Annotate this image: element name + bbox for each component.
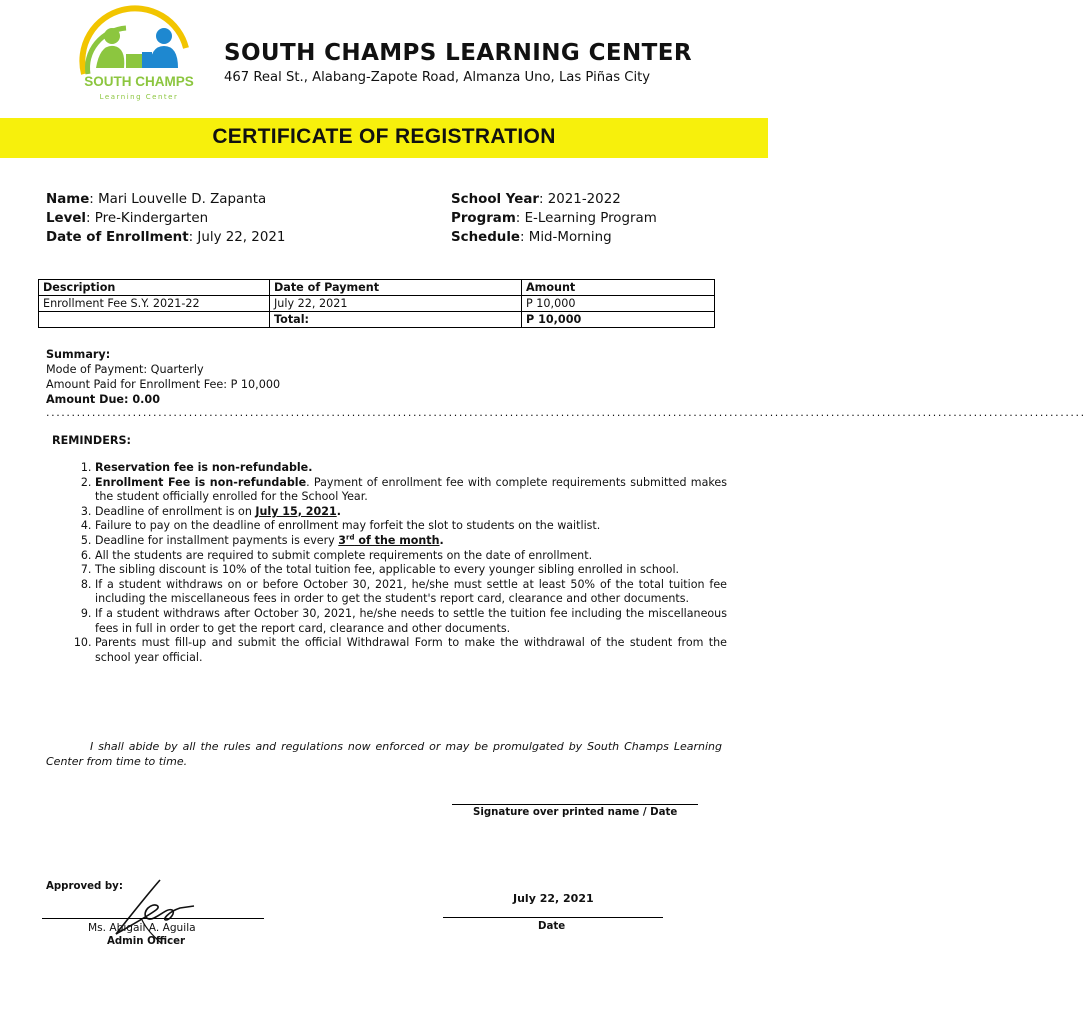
header-amount: Amount	[522, 280, 715, 296]
certificate-title: CERTIFICATE OF REGISTRATION	[212, 125, 556, 148]
schedule: Schedule: Mid-Morning	[451, 230, 612, 245]
date-label: Date	[538, 921, 566, 932]
cell-date: July 22, 2021	[270, 296, 522, 312]
enrollment-date: Date of Enrollment: July 22, 2021	[46, 230, 286, 245]
table-header-row	[39, 280, 715, 296]
svg-text:Learning Center: Learning Center	[99, 93, 179, 101]
school-year: School Year: 2021-2022	[451, 192, 621, 207]
table-total-row	[39, 312, 715, 328]
dotted-divider: ............................................................................................................................................................................................................	[46, 406, 1086, 419]
list-item: 9. If a student withdraws after October 30, 2021, he/she needs to settle the tuition fee including the miscellaneous fees in full in order to get the report card, clearance and other documents.	[95, 607, 727, 636]
list-item: 10. Parents must fill-up and submit the official Withdrawal Form to make the withdrawal of the student from the school year official.	[95, 636, 727, 665]
approved-by-label: Approved by:	[46, 881, 123, 892]
reminders-list	[70, 461, 727, 665]
student-level: Level: Pre-Kindergarten	[46, 211, 209, 226]
header-description: Description	[39, 280, 270, 296]
approver-name: Ms. Abigail A. Aguila	[88, 922, 196, 934]
school-logo	[66, 18, 212, 106]
payment-mode: Mode of Payment: Quarterly	[46, 363, 204, 376]
date-line	[443, 917, 663, 918]
amount-paid: Amount Paid for Enrollment Fee: P 10,000	[46, 378, 281, 391]
table-row	[39, 296, 715, 312]
cell-description: Enrollment Fee S.Y. 2021-22	[39, 296, 270, 312]
school-address: 467 Real St., Alabang-Zapote Road, Almanza Uno, Las Piñas City	[224, 70, 651, 85]
summary-title: Summary:	[46, 348, 111, 361]
list-item: 6. All the students are required to submit complete requirements on the date of enrollment.	[95, 549, 727, 564]
list-item: 1. Reservation fee is non-refundable.	[95, 461, 727, 476]
list-item: 3. Deadline of enrollment is on July 15, 2021.	[95, 505, 727, 520]
cell-amount: P 10,000	[522, 296, 715, 312]
total-label: Total:	[270, 312, 522, 328]
header-date: Date of Payment	[270, 280, 522, 296]
svg-text:SOUTH CHAMPS: SOUTH CHAMPS	[84, 74, 194, 89]
list-item: 8. If a student withdraws on or before October 30, 2021, he/she must settle at least 50% of the total tuition fee including the miscellaneous fees in order to get the student's report card, clearance and other documents.	[95, 578, 727, 607]
school-name: SOUTH CHAMPS LEARNING CENTER	[224, 40, 692, 66]
school-logo-icon	[66, 18, 212, 106]
total-value: P 10,000	[522, 312, 715, 328]
list-item: 2. Enrollment Fee is non-refundable. Payment of enrollment fee with complete requirements submitted makes the student officially enrolled for the School Year.	[95, 476, 727, 505]
list-item: 4. Failure to pay on the deadline of enrollment may forfeit the slot to students on the waitlist.	[95, 519, 727, 534]
approver-position: Admin Officer	[107, 936, 186, 947]
program: Program: E-Learning Program	[451, 211, 657, 226]
pledge-statement: I shall abide by all the rules and regulations now enforced or may be promulgated by South Champs Learning Center from time to time.	[46, 740, 722, 768]
student-name: Name: Mari Louvelle D. Zapanta	[46, 192, 267, 207]
list-item: 7. The sibling discount is 10% of the total tuition fee, applicable to every younger sibling enrolled in school.	[95, 563, 727, 578]
amount-due: Amount Due: 0.00	[46, 393, 160, 406]
signature-line	[452, 804, 698, 805]
list-item: 5. Deadline for installment payments is every 3rd of the month.	[95, 534, 727, 549]
approver-signature-line	[42, 918, 264, 919]
cell-empty	[39, 312, 270, 328]
reminders-title: REMINDERS:	[52, 434, 131, 447]
signed-date: July 22, 2021	[513, 892, 594, 905]
signature-caption: Signature over printed name / Date	[473, 807, 678, 818]
fees-table	[38, 279, 715, 328]
